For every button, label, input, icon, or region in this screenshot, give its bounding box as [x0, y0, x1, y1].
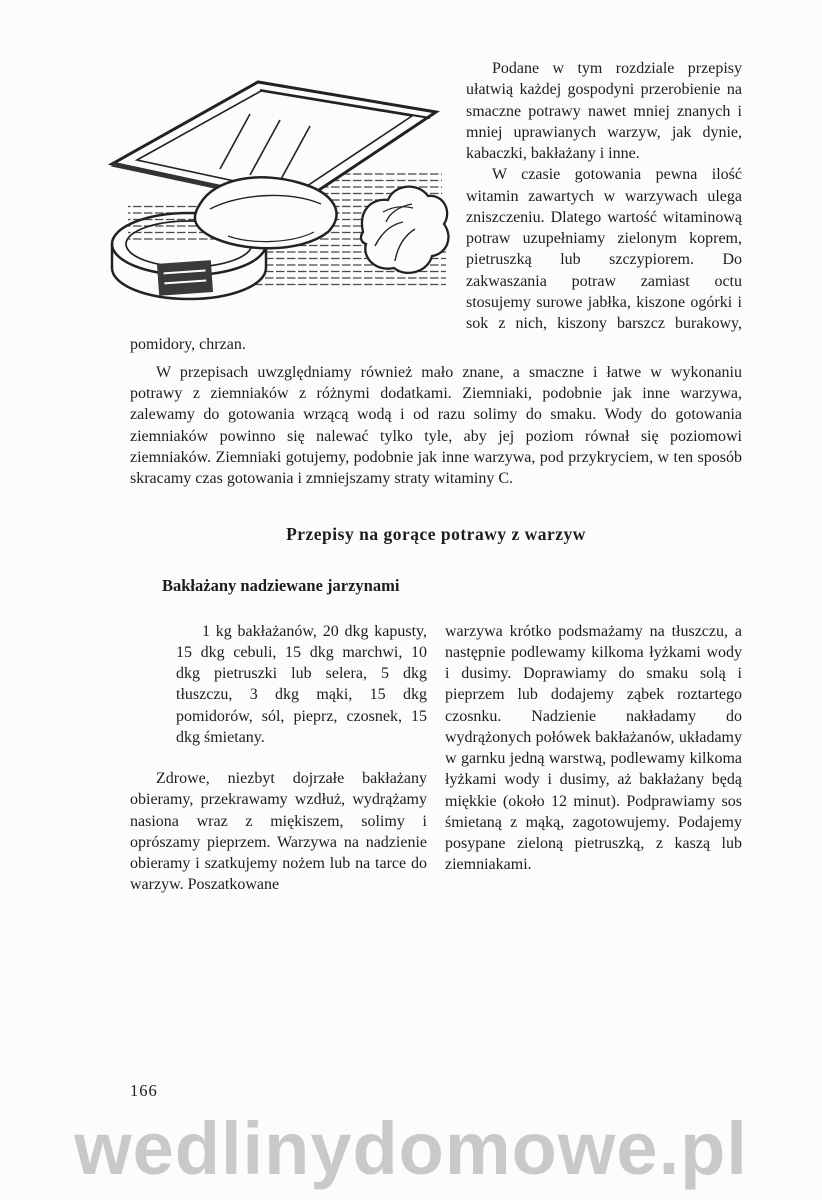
- section-heading: Przepisy na gorące potrawy z warzyw: [286, 524, 586, 545]
- kitchen-tools-illustration: [100, 54, 452, 326]
- page-number: 166: [130, 1081, 158, 1101]
- recipe-columns: [130, 621, 742, 896]
- recipe-title: Bakłażany nadziewane jarzynami: [162, 575, 400, 595]
- preparation-paragraph-left: Zdrowe, niezbyt dojrzałe bakłażany obieramy, przekrawamy wzdłuż, wydrążamy nasiona wraz z miękiszem, solimy i oprószamy pieprzem. Warzywa na nadzienie obieramy i szatkujemy nożem lub na tarce do warzyw. Poszatkowane: [130, 770, 427, 894]
- intro-paragraph-2: W czasie gotowania pewna ilość witamin zawartych w warzywach ulega zniszczeniu. Dlatego wartość witaminową potraw uzupełniamy zielonym koprem, pietruszką lub szczypiorem. Do zakwaszania potraw zamiast octu stosujemy surowe jabłka, kiszone ogórki i sok z nich, kiszony barszcz burakowy, pomidory, chrzan.: [130, 166, 742, 354]
- watermark: wedlinydomowe.pl: [74, 1106, 748, 1190]
- ingredients-paragraph: 1 kg bakłażanów, 20 dkg kapusty, 15 dkg cebuli, 15 dkg marchwi, 10 dkg pietruszki lub selera, 5 dkg tłuszczu, 3 dkg mąki, 15 dkg pomidorów, sól, pieprz, czosnek, 15 dkg śmietany.: [176, 622, 427, 746]
- recipe-left-column: [130, 621, 427, 896]
- intro-section: [130, 58, 742, 356]
- preparation-paragraph-right: warzywa krótko podsmażamy na tłuszczu, a następnie podlewamy kilkoma łyżkami wody i dusimy. Doprawiamy do smaku solą i pieprzem lub dodajemy ząbek roztartego czosnku. Nadzienie nakładamy do wydrążonych połówek bakłażanów, układamy w garnku jedną warstwą, podlewamy kilkoma łyżkami wody i dusimy, aż bakłażany będą miękkie (około 12 minut). Podprawiamy sos śmietaną z mąką, zagotowujemy. Podajemy posypane zieloną pietruszką, z kaszą lub ziemniakami.: [445, 622, 742, 874]
- recipe-right-column: [445, 621, 742, 896]
- intro-paragraph-1: Podane w tym rozdziale przepisy ułatwią każdej gospodyni przerobienie na smaczne potrawy nawet mniej znanych i mniej uprawianych warzyw, jak dynie, kabaczki, bakłażany i inne.: [466, 60, 742, 163]
- kitchen-tools-drawing-svg: [100, 54, 452, 326]
- intro-paragraph-3: W przepisach uwzględniamy również mało znane, a smaczne i łatwe w wykonaniu potrawy z ziemniaków z różnymi dodatkami. Ziemniaki, podobnie jak inne warzywa, zalewamy do gotowania wrzącą wodą i od razu solimy do smaku. Wody do gotowania ziemniaków powinno się nalewać tylko tyle, aby jej poziom równał się poziomowi ziemniaków. Ziemniaki gotujemy, podobnie jak inne warzywa, pod przykryciem, w ten sposób skracamy czas gotowania i zmniejszamy straty witaminy C.: [130, 363, 742, 488]
